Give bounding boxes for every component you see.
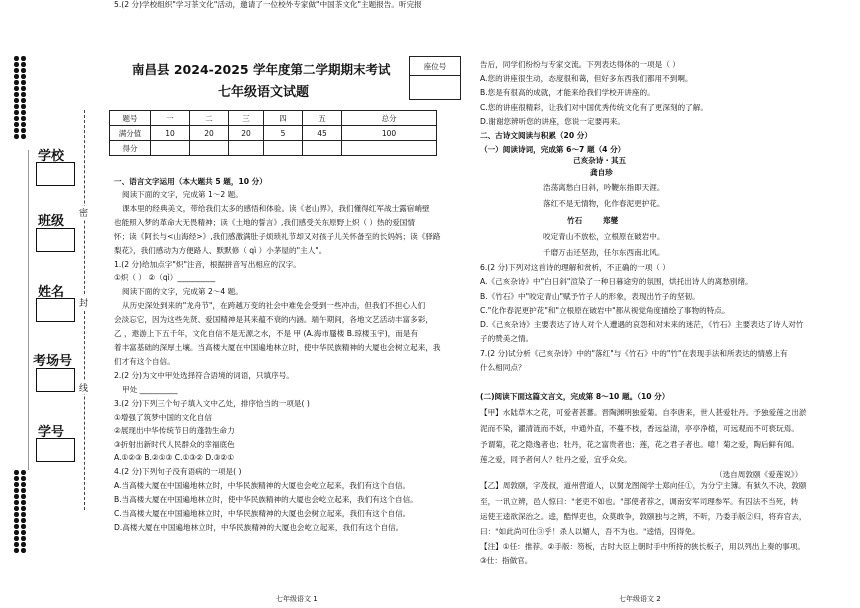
- right-text-line: 7.(2 分)试分析《己亥杂诗》中的"落红"与《竹石》中的"竹"在表现手法和所表达的情感上有: [480, 349, 788, 358]
- score-cell[interactable]: [229, 141, 264, 156]
- right-text-line: C."化作春泥更护花"和"立根原在破岩中"都从视觉角度描绘了事物的特点。: [480, 306, 730, 315]
- left-text-line: 甲处 __________: [122, 385, 178, 394]
- right-text-line: 运使王逵欲深治之。逵，酷悍吏也，众莫敢争，敦颐独与之辨，不听，乃委手版②归，将弃官去，: [480, 512, 807, 521]
- binding-dot: [14, 500, 19, 505]
- left-text-line: 5.(2 分)学校组织"学习茶文化"活动，邀请了一位校外专家做"中国茶文化"主题报告。听完报: [114, 0, 422, 9]
- binding-dot: [14, 512, 19, 517]
- binding-dot: [21, 524, 26, 529]
- left-text-line: 会淡忘它，因为这些先贤、爱国精神是其来蕴不衰的内涵。端午期间，各地文艺活动丰富多彩，: [114, 315, 433, 324]
- binding-dot: [21, 62, 26, 67]
- binding-dot: [14, 476, 19, 481]
- poem2-line: 咬定青山不放松，立根原在破岩中。: [543, 232, 665, 241]
- score-cell[interactable]: [342, 141, 437, 156]
- binding-dot: [14, 548, 19, 553]
- binding-dot: [21, 482, 26, 487]
- poem2-title: 竹石: [567, 216, 583, 225]
- right-text-line: 告后，同学们纷纷与专家交流。下列表达得体的一项是（ ）: [480, 60, 680, 69]
- right-text-line: 予谓菊，花之隐逸者也；牡丹，花之富贵者也；莲，花之君子者也。噫！菊之爱，陶后鲜有闻。: [480, 440, 799, 449]
- right-text-line: D.谢谢您辨听您的讲座，您说一定要再来。: [480, 117, 625, 126]
- binding-dot: [21, 470, 26, 475]
- left-text-line: 怀；读《阿长与<山海经>》,我们感激满肚子烦琐礼节却又对孩子儿关怀备至的长妈妈；读《驿路: [114, 232, 441, 241]
- left-text-line: 1.(2 分)给加点字"炽"注音，根据拼音写出相应的汉字。: [114, 260, 301, 269]
- right-text-line: 泥而不染，濯清涟而不妖，中通外直，不蔓不枝，香远益清，亭亭净植，可远观而不可亵玩焉。: [480, 424, 799, 433]
- binding-strip-rule: [28, 150, 29, 470]
- score-cell: 100: [342, 126, 437, 141]
- binding-dot: [21, 68, 26, 73]
- binding-dot: [21, 116, 26, 121]
- right-text-line: （一）阅读诗词，完成第 6～7 题（4 分）: [480, 145, 626, 154]
- name-label: 姓名: [38, 285, 65, 300]
- left-text-line: 阅读下面的文字，完成第 1～2 题。: [122, 190, 243, 199]
- binding-dot: [14, 470, 19, 475]
- binding-dot: [21, 548, 26, 553]
- score-cell[interactable]: [151, 141, 190, 156]
- binding-char-xian: 线: [79, 381, 88, 394]
- student-id-field[interactable]: [36, 438, 75, 462]
- exam-subtitle: 七年级语文试题: [218, 85, 310, 100]
- class-field[interactable]: [36, 228, 75, 252]
- binding-dot: [21, 104, 26, 109]
- left-text-line: 3.(2 分)下列三个句子填入文中乙处，排序恰当的一项是( ): [114, 399, 310, 408]
- right-text-line: (二)阅读下面这篇文言文，完成第 8～10 题。（10 分）: [480, 392, 670, 401]
- binding-dot: [14, 542, 19, 547]
- score-cell: 三: [229, 111, 264, 126]
- score-table-row-header: [110, 111, 437, 126]
- right-text-line: A.您的讲座很生动，态度很和蔼，但好多东西我们都用不到啊。: [480, 74, 693, 83]
- binding-dot: [21, 542, 26, 547]
- binding-dot: [14, 92, 19, 97]
- poem2-line: 千磨万击还坚劲，任尔东西南北风。: [543, 248, 665, 257]
- left-text-line: ①炽（ ） ②（qì）__________: [114, 273, 216, 282]
- score-cell: 总分: [342, 111, 437, 126]
- score-cell: 10: [151, 126, 190, 141]
- left-text-line: D.高楼大厦在中国遍地林立时，中华民族精神的大厦也会屹立起来，我们有这个自信。: [114, 523, 404, 532]
- left-text-line: 着丰富基础的深厚土壤。当高楼大厦在中国遍地林立时，使中华民族精神的大厦也会树立起来，我: [114, 343, 441, 352]
- score-cell: 二: [190, 111, 229, 126]
- right-text-line: 【注】①任：推荐。②手版：笏板，古时大臣上朝时手中所持的狭长板子，用以列出上奏的事项。: [480, 542, 805, 551]
- left-text-line: A.①②③ B.②①③ C.①③② D.③②①: [114, 453, 235, 462]
- binding-char-feng: 封: [79, 296, 88, 309]
- right-text-line: A.《己亥杂诗》中"白日斜"渲染了一种日暮途穷的氛围，烘托出诗人的离愁别绪。: [480, 277, 753, 286]
- binding-dot: [21, 500, 26, 505]
- left-text-line: 阅读下面的文字，完成第 2～4 题。: [122, 287, 243, 296]
- binding-dot: [21, 92, 26, 97]
- score-cell: 45: [303, 126, 342, 141]
- right-text-line: （选自周敦颐《爱莲说》）: [715, 470, 803, 479]
- right-text-line: 至，一讯立辨，邑人惊曰："老吏不如也。"部使者荐之，调南安军司理参军。有囚法不当死，转: [480, 497, 799, 506]
- right-text-line: 6.(2 分)下列对这首诗的理解和赏析，不正确的一项（ ）: [480, 263, 670, 272]
- score-cell: 一: [151, 111, 190, 126]
- seat-number-label: 座位号: [410, 61, 460, 76]
- binding-dot: [14, 524, 19, 529]
- left-text-line: 4.(2 分)下列句子没有语病的一项是( ): [114, 467, 242, 476]
- score-cell: 四: [264, 111, 303, 126]
- left-text-line: 2.(2 分)为文中甲处选择符合语境的词语，只填序号。: [114, 371, 294, 380]
- right-text-line: 曰："如此尚可仕③乎！杀人以媚人，吾不为也。"逵悟，囚得免。: [480, 527, 700, 536]
- exam-title: 南昌县 2024-2025 学年度第二学期期末考试: [132, 62, 391, 77]
- binding-dot: [21, 56, 26, 61]
- binding-dot: [14, 494, 19, 499]
- binding-dot: [14, 86, 19, 91]
- binding-dot: [14, 128, 19, 133]
- binding-dot: [14, 134, 19, 139]
- school-label: 学校: [38, 149, 65, 164]
- left-text-line: 从历史深处到来的"龙舟节"，在跨越万变的社会中难免会受到一些冲击，但我们不担心人们: [122, 301, 426, 310]
- left-text-line: 乙 ，遨游上下五千年，文化自信不是无源之水，不是 甲 (A.海市蜃楼 B.琼楼玉宇)，而是有: [114, 329, 419, 338]
- binding-dot: [21, 494, 26, 499]
- exam-room-field[interactable]: [36, 368, 75, 392]
- binding-dot: [21, 512, 26, 517]
- score-cell[interactable]: [190, 141, 229, 156]
- score-table: [109, 110, 437, 156]
- right-text-line: 【甲】水陆草木之花，可爱者甚蕃。晋陶渊明独爱菊。自李唐来，世人甚爱牡丹。予独爱莲之出淤: [480, 408, 807, 417]
- binding-dot: [14, 488, 19, 493]
- binding-dot: [14, 506, 19, 511]
- binding-dot: [21, 536, 26, 541]
- name-field[interactable]: [36, 298, 75, 322]
- page-footer-right: 七年级语文 2: [619, 595, 661, 603]
- seat-number-box[interactable]: [409, 56, 461, 100]
- right-text-line: 【乙】周敦颐，字茂叔，道州营道人，以舅龙图阁学士郑向任①，为分宁主簿。有狱久不决，敦颐: [480, 481, 807, 490]
- left-text-line: ②展现出中华传统节日的蓬勃生命力: [114, 426, 235, 435]
- right-text-line: 二、古诗文阅读与积累（20 分）: [480, 131, 592, 140]
- binding-dot: [14, 80, 19, 85]
- score-cell: 满分值: [110, 126, 151, 141]
- binding-dots-bottom: [14, 470, 28, 554]
- binding-dot: [21, 110, 26, 115]
- right-text-line: C.您的讲座很精彩，让我们对中国优秀传统文化有了更深刻的了解。: [480, 103, 708, 112]
- right-text-line: 什么相同点？: [480, 363, 526, 372]
- right-text-line: B.《竹石》中"咬定青山"赋予竹子人的形象，表现出竹子的坚韧。: [480, 292, 700, 301]
- score-cell: 20: [190, 126, 229, 141]
- binding-dot: [21, 518, 26, 523]
- poem1-line: 浩荡离愁白日斜，吟鞭东指即天涯。: [543, 183, 665, 192]
- school-field[interactable]: [36, 162, 75, 186]
- score-cell: 题号: [110, 111, 151, 126]
- right-text-line: B.您是有很高的成就，才能来给我们学校开讲座的。: [480, 88, 655, 97]
- left-text-line: ③折射出新时代人民群众的幸福底色: [114, 440, 235, 449]
- binding-line: [84, 110, 85, 510]
- binding-dot: [14, 56, 19, 61]
- binding-dots-top: [14, 56, 28, 140]
- binding-dot: [21, 530, 26, 535]
- left-text-line: 课本里的经典美文，带给我们太多的感悟和体验。读《老山界》，我们懂得红军战士露宿峭壁: [122, 204, 430, 213]
- binding-dot: [21, 74, 26, 79]
- score-cell: 五: [303, 111, 342, 126]
- left-text-line: C.当高楼大厦在中国遍地林立时，中华民族精神的大厦也会树立起来，我们有这个自信。: [114, 509, 411, 518]
- poem1-author: 龚自珍: [590, 168, 613, 177]
- left-text-line: ①增强了筑梦中国的文化自信: [114, 413, 212, 422]
- page-footer-left: 七年级语文 1: [276, 595, 318, 603]
- binding-dot: [14, 62, 19, 67]
- binding-dot: [21, 476, 26, 481]
- score-cell: 得分: [110, 141, 151, 156]
- binding-dot: [14, 482, 19, 487]
- exam-room-label: 考场号: [33, 354, 73, 369]
- left-text-line: 梨花》，我们感动为方便路人、默默修（ qì ）小茅屋的"主人"。: [114, 246, 327, 255]
- score-table-row-max: [110, 126, 437, 141]
- binding-dot: [14, 110, 19, 115]
- binding-dot: [21, 80, 26, 85]
- poem1-title: 己亥杂诗・其五: [573, 156, 627, 165]
- binding-dot: [14, 530, 19, 535]
- binding-dot: [14, 122, 19, 127]
- score-cell[interactable]: [303, 141, 342, 156]
- right-text-line: ③仕：指做官。: [480, 556, 533, 565]
- left-text-line: 一、语言文字运用（本大题共 5 题，10 分）: [114, 177, 267, 186]
- left-text-line: 也能照入梦的革命大无畏精神；读《土地的誓言》,我们感受关东原野上炽（ ）热的爱国情: [114, 218, 415, 227]
- right-text-line: 子的赞美之情。: [480, 334, 534, 343]
- score-cell[interactable]: [264, 141, 303, 156]
- binding-dot: [14, 98, 19, 103]
- poem1-line: 落红不是无情物，化作春泥更护花。: [543, 199, 665, 208]
- binding-char-mi: 密: [79, 206, 88, 219]
- binding-dot: [21, 98, 26, 103]
- binding-dot: [21, 134, 26, 139]
- binding-dot: [14, 104, 19, 109]
- binding-dot: [14, 536, 19, 541]
- poem2-author: 郑燮: [603, 216, 619, 225]
- score-table-row-score: [110, 141, 437, 156]
- binding-dot: [21, 128, 26, 133]
- binding-dot: [14, 74, 19, 79]
- right-text-line: D.《己亥杂诗》主要表达了诗人对个人遭遇的哀怨和对未来的迷茫，《竹石》主要表达了诗人对竹: [480, 320, 804, 329]
- score-cell: 5: [264, 126, 303, 141]
- binding-dot: [21, 506, 26, 511]
- binding-dot: [21, 488, 26, 493]
- binding-dot: [14, 68, 19, 73]
- binding-dot: [14, 518, 19, 523]
- binding-dot: [14, 116, 19, 121]
- binding-dot: [21, 122, 26, 127]
- left-text-line: 们才有这个自信。: [114, 357, 175, 366]
- score-cell: 20: [229, 126, 264, 141]
- left-text-line: B.当高楼大厦在中国遍地林立时，使中华民族精神的大厦也会屹立起来，我们有这个自信。: [114, 495, 418, 504]
- student-id-label: 学号: [38, 425, 65, 440]
- binding-dot: [21, 86, 26, 91]
- class-label: 班级: [38, 214, 65, 229]
- right-text-line: 莲之爱，同予者何人？牡丹之爱，宜乎众矣。: [480, 455, 632, 464]
- left-text-line: A.当高楼大厦在中国遍地林立时，中华民族精神的大厦也会屹立起来，我们有这个自信。: [114, 481, 411, 490]
